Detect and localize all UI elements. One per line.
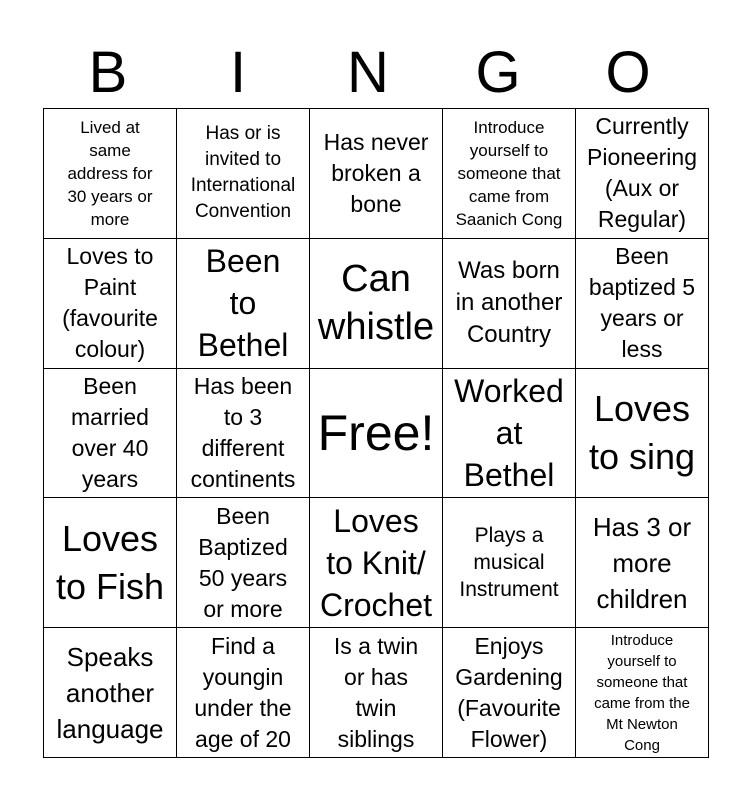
header-letter-i: I (229, 40, 247, 105)
bingo-cell[interactable]: Has never broken a bone (310, 109, 443, 239)
bingo-cell[interactable]: Been baptized 5 years or less (576, 238, 709, 368)
bingo-cell[interactable]: Worked at Bethel (443, 368, 576, 498)
bingo-cell[interactable]: Has 3 or more children (576, 498, 709, 628)
bingo-cell[interactable]: Find a youngin under the age of 20 (177, 628, 310, 758)
bingo-cell[interactable]: Was born in another Country (443, 238, 576, 368)
bingo-cell[interactable]: Loves to sing (576, 368, 709, 498)
free-space[interactable]: Free! (310, 368, 443, 498)
bingo-cell[interactable]: Introduce yourself to someone that came from the Mt Newton Cong (576, 628, 709, 758)
header-letter-n: N (347, 40, 389, 105)
bingo-cell[interactable]: Introduce yourself to someone that came from Saanich Cong (443, 109, 576, 239)
bingo-cell[interactable]: Can whistle (310, 238, 443, 368)
bingo-cell[interactable]: Currently Pioneering (Aux or Regular) (576, 109, 709, 239)
bingo-cell[interactable]: Loves to Knit/ Crochet (310, 498, 443, 628)
bingo-cell[interactable]: Plays a musical Instrument (443, 498, 576, 628)
bingo-cell[interactable]: Is a twin or has twin siblings (310, 628, 443, 758)
grid-row (44, 628, 709, 758)
bingo-cell[interactable]: Been to Bethel (177, 238, 310, 368)
header-letter-o: O (605, 40, 651, 105)
bingo-cell[interactable]: Enjoys Gardening (Favourite Flower) (443, 628, 576, 758)
header-letter-g: G (475, 40, 521, 105)
bingo-cell[interactable]: Has or is invited to International Convention (177, 109, 310, 239)
grid-row (44, 238, 709, 368)
bingo-cell[interactable]: Loves to Fish (44, 498, 177, 628)
header-letter-b: B (88, 40, 128, 105)
grid-row (44, 498, 709, 628)
grid-row (44, 109, 709, 239)
bingo-header (43, 40, 693, 106)
bingo-grid (43, 108, 709, 758)
bingo-cell[interactable]: Has been to 3 different continents (177, 368, 310, 498)
grid-row (44, 368, 709, 498)
bingo-cell[interactable]: Speaks another language (44, 628, 177, 758)
bingo-cell[interactable]: Been married over 40 years (44, 368, 177, 498)
bingo-cell[interactable]: Been Baptized 50 years or more (177, 498, 310, 628)
bingo-cell[interactable]: Loves to Paint (favourite colour) (44, 238, 177, 368)
bingo-cell[interactable]: Lived at same address for 30 years or more (44, 109, 177, 239)
